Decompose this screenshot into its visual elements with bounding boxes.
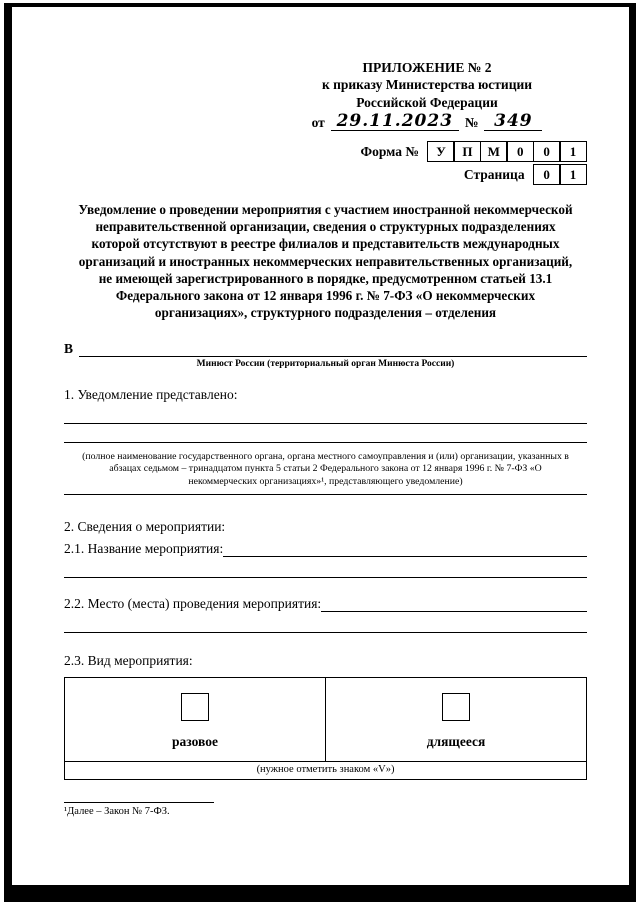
document-title: Уведомление о проведении мероприятия с участием иностранной некоммерческой неправительственной организации, сведения о структурных подразделениях которой отсутствуют в реестре филиалов и представительств международных организаций и иностранных некоммерческих неправительственных организаций, не имеющей зарегистрированного в порядке, предусмотренном статьей 13.1 Федерального закона от 12 января 1996 г. № 7-ФЗ «О некоммерческих организациях», структурного подразделения – отделения <box>78 202 573 320</box>
field-2-1-fill[interactable] <box>223 542 587 557</box>
recipient-line <box>64 341 587 357</box>
handwritten-number: 349 <box>494 110 533 131</box>
event-type-columns <box>65 678 586 761</box>
section1-caption: (полное наименование государственного органа, органа местного самоуправления и (или) организации, указанных в абзацах седьмом – тринадцатом пункта 5 статьи 2 Федерального закона от 12 января 1996 г. № 7-ФЗ «О некоммерческих организациях»¹, представляющего уведомление) <box>82 451 569 487</box>
section1-label: 1. Уведомление представлено: <box>64 387 238 403</box>
option-dlyashcheesya <box>325 678 586 761</box>
event-type-table <box>64 677 587 780</box>
document-page <box>12 7 629 885</box>
appendix-title: ПРИЛОЖЕНИЕ № 2 <box>362 60 492 75</box>
field-2-1-label: 2.1. Название мероприятия: <box>64 540 224 556</box>
form-code-cell-1: У <box>427 141 455 162</box>
form-code-cell-6: 1 <box>559 141 587 162</box>
field-2-3-label: 2.3. Вид мероприятия: <box>64 652 193 668</box>
order-line2: Российской Федерации <box>356 94 498 110</box>
number-prefix: № <box>464 114 479 130</box>
form-code-cells <box>427 141 587 162</box>
field-2-2-fill[interactable] <box>321 597 587 612</box>
section1-fill-line-2[interactable] <box>64 442 587 443</box>
date-prefix: от <box>311 114 325 130</box>
checkbox-razovoe[interactable] <box>181 693 209 721</box>
recipient-prefix: В <box>64 341 74 357</box>
form-code-cell-2: П <box>453 141 481 162</box>
appendix-header <box>267 59 587 131</box>
form-code-cell-5: 0 <box>533 141 561 162</box>
footnote-text: ¹Далее – Закон № 7-ФЗ. <box>64 805 170 817</box>
footnote-rule <box>64 802 214 803</box>
page-cell-2: 1 <box>559 164 587 185</box>
checkbox-dlyashcheesya[interactable] <box>442 693 470 721</box>
field-2-2-label: 2.2. Место (места) проведения мероприятия: <box>64 595 322 611</box>
page-number-row <box>64 164 587 185</box>
form-code-row <box>64 141 587 162</box>
recipient-caption: Минюст России (территориальный орган Минюста России) <box>196 359 455 370</box>
mark-note: (нужное отметить знаком «V») <box>65 761 586 779</box>
field-2-2-fill-line-2[interactable] <box>64 632 587 633</box>
form-code-cell-4: 0 <box>506 141 534 162</box>
option-razovoe <box>65 678 325 761</box>
scan-border <box>4 3 636 902</box>
field-2-2 <box>64 596 587 612</box>
section1-fill-line-1[interactable] <box>64 423 587 424</box>
option-razovoe-label: разовое <box>172 733 218 749</box>
field-2-1 <box>64 541 587 557</box>
form-code-label: Форма № <box>360 143 419 159</box>
handwritten-date: 29.11.2023 <box>336 110 454 131</box>
page-cell-1: 0 <box>533 164 561 185</box>
field-2-1-fill-line-2[interactable] <box>64 577 587 578</box>
section1-fill-line-3[interactable] <box>64 494 587 495</box>
order-date-line <box>267 110 587 131</box>
option-dlyashcheesya-label: длящееся <box>426 733 486 749</box>
recipient-fill-line[interactable] <box>79 342 587 357</box>
page-label: Страница <box>463 166 525 182</box>
form-code-cell-3: М <box>480 141 508 162</box>
order-line1: к приказу Министерства юстиции <box>321 77 533 93</box>
page-number-cells <box>533 164 587 185</box>
section2-label: 2. Сведения о мероприятии: <box>64 518 226 534</box>
